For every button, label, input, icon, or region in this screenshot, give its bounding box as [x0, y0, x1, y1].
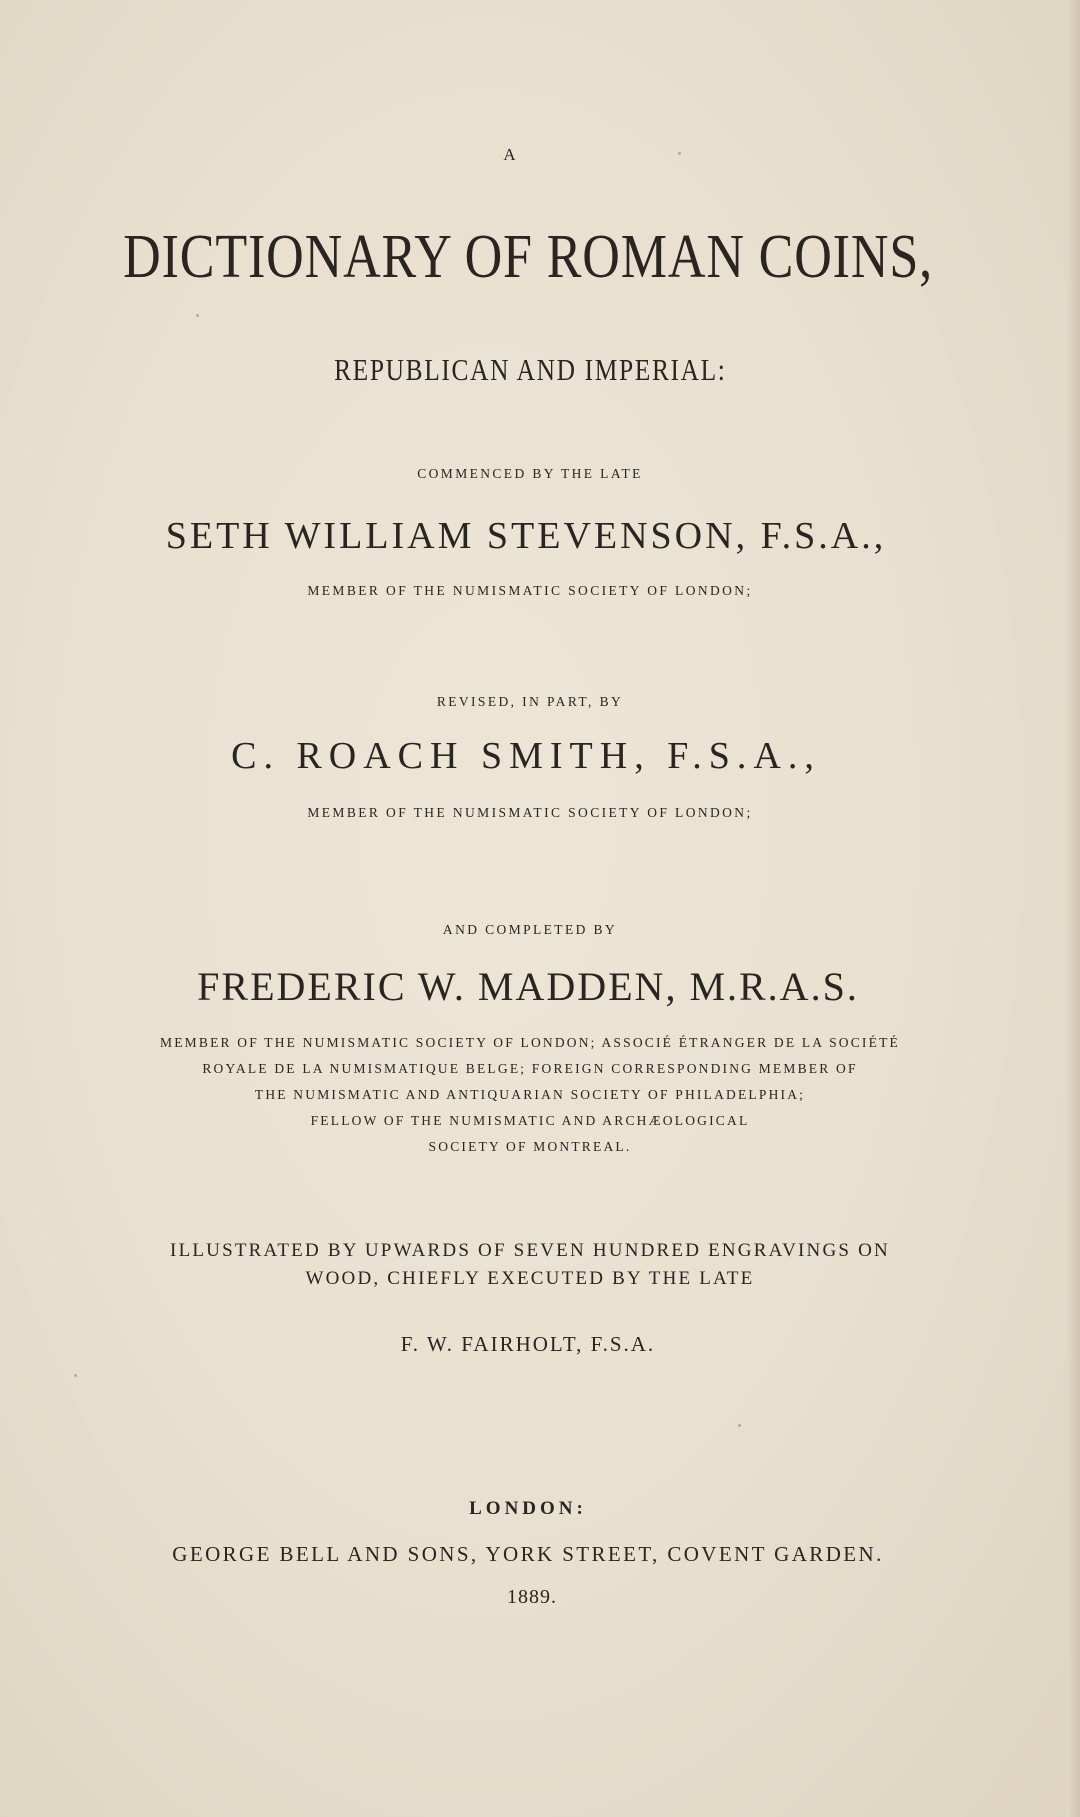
illustration-note-line: ILLUSTRATED BY UPWARDS OF SEVEN HUNDRED ENGRAVINGS ON	[170, 1240, 890, 1261]
revised-by-line: REVISED, IN PART, BY	[436, 694, 624, 709]
author-roach-smith-membership: MEMBER OF THE NUMISMATIC SOCIETY OF LONDON;	[307, 805, 753, 820]
imprint-place: LONDON:	[469, 1498, 587, 1519]
paper-speck	[196, 314, 199, 317]
title-article: A	[503, 145, 517, 164]
madden-credential-line: ROYALE DE LA NUMISMATIQUE BELGE; FOREIGN CORRESPONDING MEMBER OF	[202, 1061, 858, 1076]
subtitle-text: REPUBLICAN AND IMPERIAL:	[333, 352, 727, 387]
madden-credential-line: THE NUMISMATIC AND ANTIQUARIAN SOCIETY OF PHILADELPHIA;	[254, 1087, 806, 1102]
main-title	[0, 222, 1068, 293]
commenced-by-line: COMMENCED BY THE LATE	[417, 466, 643, 481]
main-title-text: DICTIONARY OF ROMAN COINS,	[123, 223, 933, 291]
madden-credential-line: SOCIETY OF MONTREAL.	[428, 1139, 632, 1154]
madden-credential-line: FELLOW OF THE NUMISMATIC AND ARCHÆOLOGICAL	[310, 1113, 750, 1128]
paper-speck	[738, 1424, 741, 1427]
subtitle	[0, 352, 1070, 388]
illustrator-name: F. W. FAIRHOLT, F.S.A.	[400, 1332, 656, 1356]
madden-credential-line: MEMBER OF THE NUMISMATIC SOCIETY OF LONDON; ASSOCIÉ ÉTRANGER DE LA SOCIÉTÉ	[160, 1035, 900, 1050]
author-madden: FREDERIC W. MADDEN, M.R.A.S.	[197, 964, 859, 1009]
publisher-line: GEORGE BELL AND SONS, YORK STREET, COVENT GARDEN.	[172, 1542, 884, 1566]
page-edge	[1066, 0, 1080, 1817]
author-stevenson: SETH WILLIAM STEVENSON, F.S.A.,	[165, 515, 887, 557]
author-stevenson-membership: MEMBER OF THE NUMISMATIC SOCIETY OF LONDON;	[307, 583, 753, 598]
paper-speck	[74, 1374, 77, 1377]
publication-year: 1889.	[507, 1586, 557, 1608]
paper-speck	[678, 152, 681, 155]
illustration-note-line: WOOD, CHIEFLY EXECUTED BY THE LATE	[305, 1268, 755, 1289]
author-roach-smith: C. ROACH SMITH, F.S.A.,	[231, 735, 821, 777]
completed-by-line: AND COMPLETED BY	[442, 922, 618, 937]
